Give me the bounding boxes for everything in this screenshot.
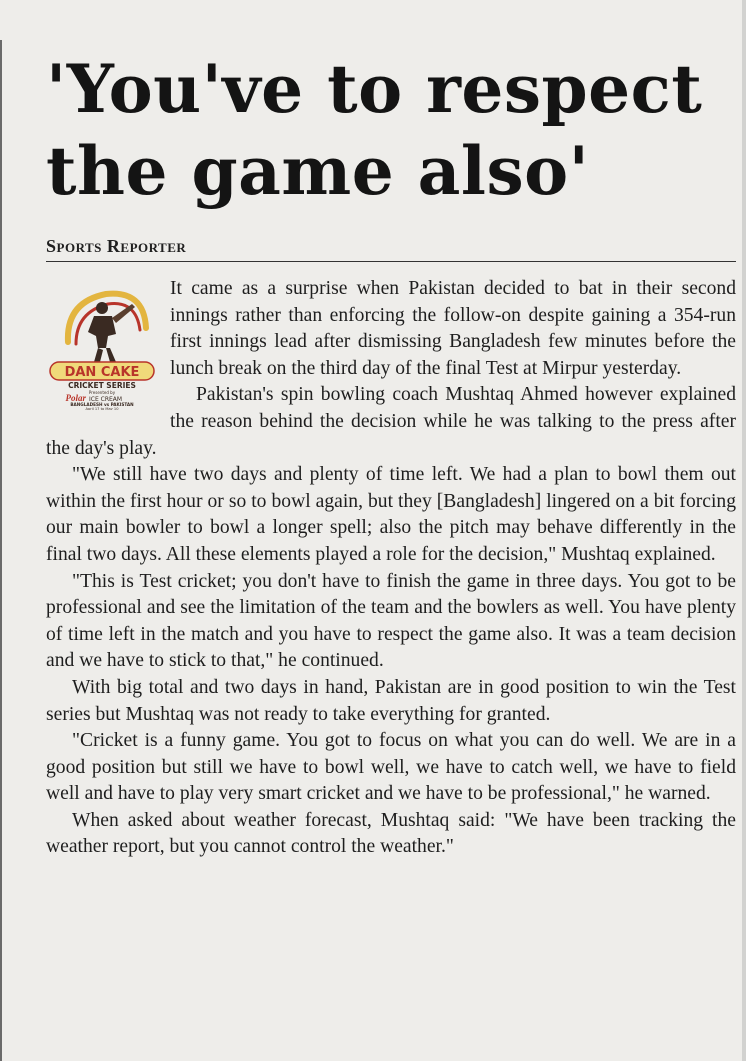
paragraph: It came as a surprise when Pakistan decided to bat in their second innings rather than enforcing the follow-on despite gaining a 354-run first innings lead after dismissing Bangladesh few minutes before the lunch break on the third day of the final Test at Mirpur yesterday. <box>170 278 736 379</box>
dan-cake-logo-graphic <box>46 282 158 410</box>
news-article <box>46 0 736 861</box>
paragraph: "We still have two days and plenty of time left. We had a plan to bowl them out within the first hour or so to bowl again, but they [Bangladesh] lingered on a bit forcing our main bowler to bowl a longer spell; also the pitch may behave differently in the final two days. All these elements played a role for the decision," Mushtaq explained. <box>46 464 736 565</box>
paragraph: "Cricket is a funny game. You got to focus on what you can do well. We are in a good position but still we have to bowl well, we have to catch well, we have to field well and have to play very smart cricket and we have to be professional," he warned. <box>46 730 736 805</box>
paragraph: With big total and two days in hand, Pakistan are in good position to win the Test series but Mushtaq was not ready to take everything for granted. <box>46 676 736 725</box>
column-rule-left <box>0 40 2 1061</box>
logo-presented-by-text: Presented by <box>88 390 116 395</box>
paragraph: Pakistan's spin bowling coach Mushtaq Ahmed however explained the reason behind the decision while he was talking to the press after the day's play. <box>46 384 736 459</box>
headline <box>46 0 736 212</box>
paragraph: When asked about weather forecast, Mushtaq said: "We have been tracking the weather report, but you cannot control the weather." <box>46 809 736 858</box>
logo-presenter-suffix-text: ICE CREAM <box>89 396 123 403</box>
logo-dates-text: April 17 to May 10 <box>85 407 119 410</box>
byline: Sports Reporter <box>46 236 736 262</box>
paragraph: "This is Test cricket; you don't have to finish the game in three days. You got to be professional and see the limitation of the team and the bowlers as well. You have plenty of time left in the match and you have to respect the game also. It was a team decision and we have to stick to that," he continued. <box>46 570 736 672</box>
sponsor-logo <box>46 282 158 410</box>
logo-matchup-text: BANGLADESH vs PAKISTAN <box>70 402 134 407</box>
article-body <box>46 276 736 861</box>
logo-brand-text: DAN CAKE <box>64 365 140 380</box>
logo-presenter-text: Polar <box>65 393 86 403</box>
headline-line-2: the game also' <box>46 132 590 210</box>
logo-series-text: CRICKET SERIES <box>68 381 136 390</box>
headline-line-1: 'You've to respect <box>46 50 703 128</box>
column-rule-right <box>742 0 746 1061</box>
